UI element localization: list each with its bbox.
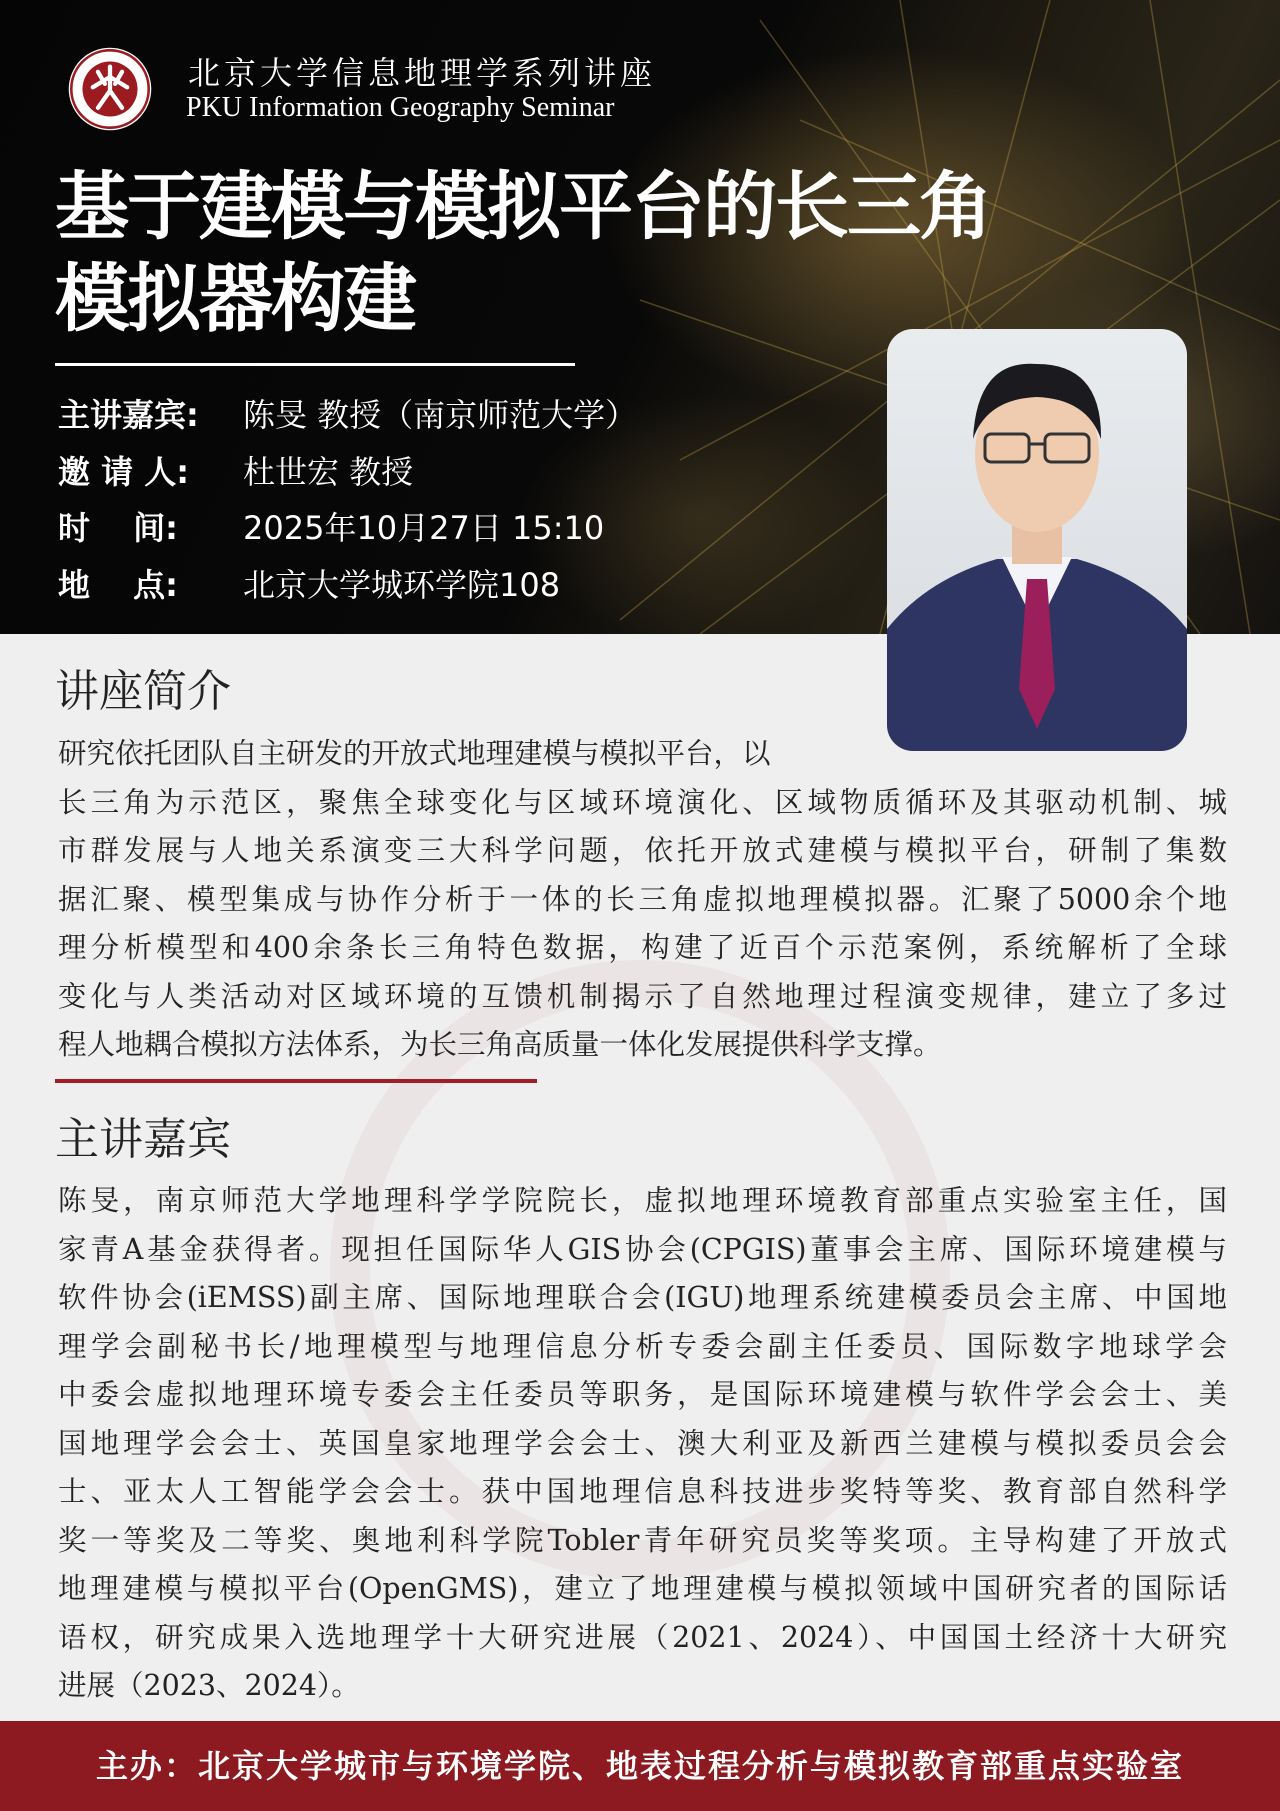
info-value: 杜世宏 教授 (243, 453, 414, 491)
text-line: 士、亚太人工智能学会会士。获中国地理信息科技进步奖特等奖、教育部自然科学 (58, 1475, 1227, 1508)
text-line: 地理建模与模拟平台(OpenGMS)，建立了地理建模与模拟领域中国研究者的国际话 (58, 1572, 1227, 1605)
series-title-cn: 北京大学信息地理学系列讲座 (188, 54, 657, 92)
text-line: 奖一等奖及二等奖、奥地利科学院Tobler青年研究员奖等奖项。主导构建了开放式 (58, 1523, 1227, 1557)
lecture-title-line-1: 基于建模与模拟平台的长三角 (55, 164, 991, 250)
abstract-text (58, 730, 1227, 1070)
info-location (58, 560, 560, 606)
section-divider (55, 1079, 537, 1083)
text-line: 研究依托团队自主研发的开放式地理建模与模拟平台，以 (58, 737, 771, 770)
text-line: 进展（2023、2024）。 (58, 1669, 360, 1702)
abstract-heading: 讲座简介 (55, 666, 231, 717)
text-line: 市群发展与人地关系演变三大科学问题，依托开放式建模与模拟平台，研制了集数 (58, 834, 1227, 867)
title-divider (55, 363, 575, 366)
text-line: 家青A基金获得者。现担任国际华人GIS协会(CPGIS)董事会主席、国际环境建模与 (58, 1232, 1227, 1266)
info-value: 陈旻 教授（南京师范大学） (243, 396, 638, 434)
info-value: 2025年10月27日 15:10 (243, 509, 605, 547)
text-line: 变化与人类活动对区域环境的互馈机制揭示了自然地理过程演变规律，建立了多过 (58, 979, 1227, 1013)
text-line: 长三角为示范区，聚焦全球变化与区域环境演化、区域物质循环及其驱动机制、城 (58, 785, 1227, 819)
text-line: 据汇聚、模型集成与协作分析于一体的长三角虚拟地理模拟器。汇聚了5000余个地 (58, 882, 1227, 916)
info-inviter (58, 447, 413, 493)
info-value: 北京大学城环学院108 (243, 566, 561, 604)
text-line: 理分析模型和400余条长三角特色数据，构建了近百个示范案例，系统解析了全球 (58, 931, 1227, 964)
info-label: 地 点: (58, 566, 178, 604)
speaker-heading: 主讲嘉宾 (55, 1114, 231, 1165)
text-line: 理学会副秘书长/地理模型与地理信息分析专委会副主任委员、国际数字地球学会 (58, 1329, 1227, 1363)
info-label: 时 间: (58, 509, 178, 547)
info-speaker (58, 390, 637, 436)
text-line: 程人地耦合模拟方法体系，为长三角高质量一体化发展提供科学支撑。 (58, 1028, 942, 1061)
speaker-photo (887, 329, 1187, 751)
info-label: 主讲嘉宾: (58, 396, 199, 434)
pku-logo (60, 46, 160, 132)
organizer-footer: 主办：北京大学城市与环境学院、地表过程分析与模拟教育部重点实验室 (0, 1721, 1280, 1811)
lecture-title-line-2: 模拟器构建 (55, 256, 415, 342)
text-line: 语权，研究成果入选地理学十大研究进展（2021、2024）、中国国土经济十大研究 (58, 1620, 1227, 1654)
speaker-bio (58, 1177, 1227, 1711)
text-line: 国地理学会会士、英国皇家地理学会会士、澳大利亚及新西兰建模与模拟委员会会 (58, 1426, 1227, 1460)
text-line: 中委会虚拟地理环境专委会主任委员等职务，是国际环境建模与软件学会会士、美 (58, 1378, 1227, 1411)
info-label: 邀 请 人: (58, 453, 190, 491)
text-line: 陈旻，南京师范大学地理科学学院院长，虚拟地理环境教育部重点实验室主任，国 (58, 1184, 1227, 1217)
text-line: 软件协会(iEMSS)副主席、国际地理联合会(IGU)地理系统建模委员会主席、中国地 (58, 1281, 1227, 1314)
series-title-en: PKU Information Geography Seminar (186, 92, 615, 123)
info-time (58, 503, 604, 549)
